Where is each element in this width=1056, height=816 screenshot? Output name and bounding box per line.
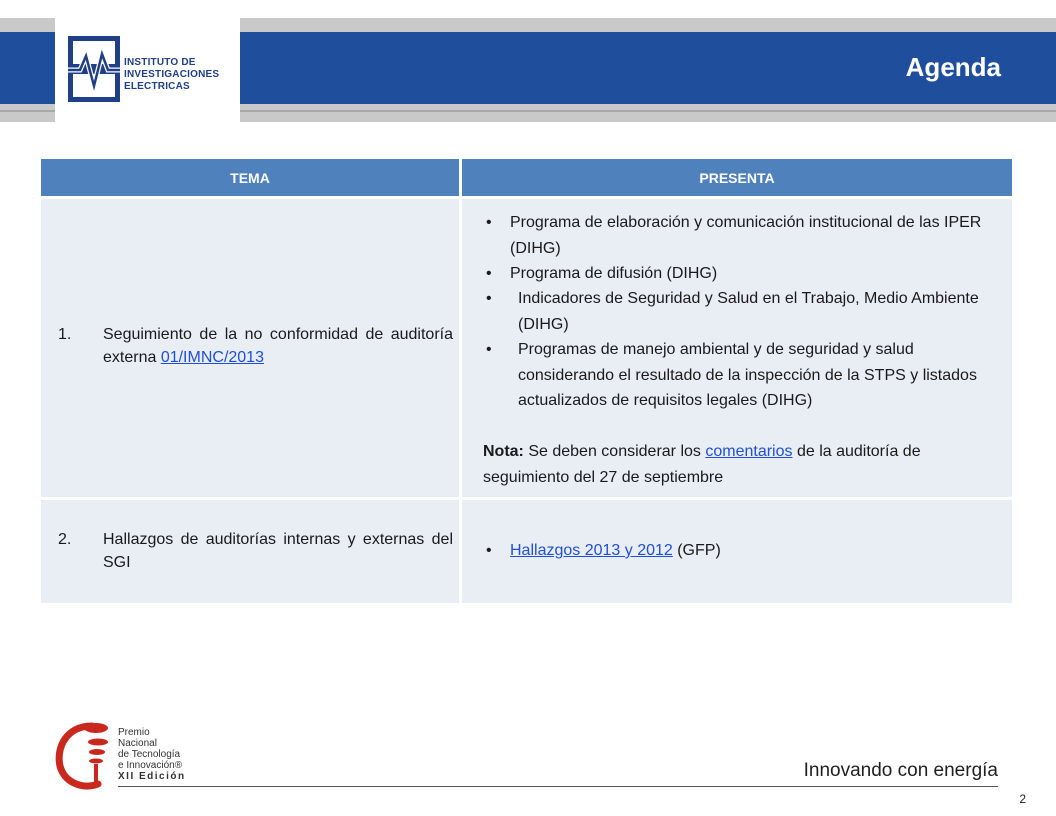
note-text-post: de la auditoría de seguimiento del 27 de septiembre (483, 443, 921, 486)
row2-tema (58, 528, 453, 574)
row1-tema-cell (41, 199, 459, 497)
logo-line-2: INVESTIGACIONES (124, 69, 220, 80)
page-number: 2 (1019, 792, 1026, 806)
header-tema: TEMA (41, 159, 459, 196)
row2-bullet-post: (GFP) (672, 542, 721, 559)
row1-bullet-3 (486, 286, 991, 337)
premio-text (118, 727, 186, 782)
row2-number: 2. (58, 531, 72, 548)
bullet-dot: • (486, 214, 492, 231)
header-presenta: PRESENTA (462, 159, 1012, 196)
row1-presenta-cell (462, 199, 1012, 497)
hallazgos-link[interactable]: Hallazgos 2013 y 2012 (510, 542, 673, 559)
footer-divider (118, 786, 998, 787)
row1-tema (58, 323, 453, 369)
note-label: Nota: (483, 443, 524, 460)
bullet-dot: • (486, 290, 492, 307)
row1-bullet-3-text: Indicadores de Seguridad y Salud en el Trabajo, Medio Ambiente (DIHG) (518, 290, 979, 333)
logo-line-1: INSTITUTO DE (124, 57, 196, 68)
row1-number: 1. (58, 326, 72, 343)
iie-logo-icon (68, 36, 120, 102)
bullet-dot: • (486, 265, 492, 282)
premio-line-4: e Innovación® (118, 760, 183, 771)
premio-line-3: de Tecnología (118, 749, 181, 760)
row1-bullet-4 (486, 337, 991, 414)
bullet-dot: • (486, 542, 492, 559)
institute-name (124, 57, 219, 93)
premio-logo-icon (52, 716, 114, 792)
row2-presenta-cell (462, 500, 1012, 603)
row1-tema-text (103, 323, 453, 369)
slide-title: Agenda (905, 52, 1001, 82)
note-comments-link[interactable]: comentarios (705, 443, 793, 460)
row2-tema-cell (41, 500, 459, 603)
row2-bullet-1 (486, 538, 1006, 564)
row1-note (483, 439, 1003, 490)
row1-bullet-2-text: Programa de difusión (DIHG) (510, 265, 718, 282)
premio-line-5: XII Edición (118, 771, 186, 782)
tagline: Innovando con energía (803, 760, 998, 781)
row1-bullet-1-text: Programa de elaboración y comunicación institucional de las IPER (DIHG) (510, 214, 982, 257)
premio-line-1: Premio (118, 727, 150, 738)
row1-bullet-2 (486, 261, 1006, 287)
row1-tema-link[interactable]: 01/IMNC/2013 (160, 349, 264, 366)
row1-tema-label: Seguimiento de la no conformidad de auditoría externa (103, 326, 453, 366)
note-text-pre: Se deben considerar los (523, 443, 706, 460)
premio-line-2: Nacional (118, 738, 157, 749)
logo-line-3: ELECTRICAS (124, 81, 190, 92)
row1-bullet-4-text: Programas de manejo ambiental y de seguridad y salud considerando el resultado de la inspección de la STPS y listados actualizados de requisitos legales (DIHG) (518, 341, 977, 409)
row1-bullet-1 (486, 210, 1006, 261)
bullet-dot: • (486, 341, 492, 358)
row2-bullet-text (510, 538, 721, 564)
agenda-table (41, 159, 1012, 603)
row2-tema-text: Hallazgos de auditorías internas y externas del SGI (103, 531, 453, 571)
